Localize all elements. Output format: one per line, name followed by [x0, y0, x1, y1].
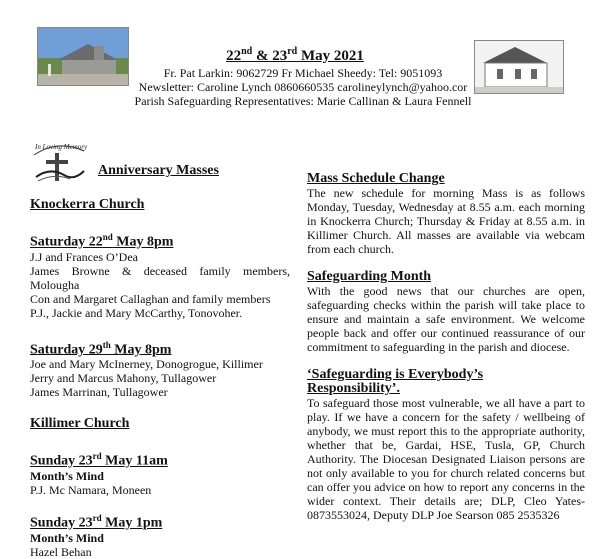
sat22-item: James Browne & deceased family members, Molougha — [30, 263, 290, 292]
memory-logo-text: In Loving Memory — [35, 143, 88, 151]
anniversary-masses-title: Anniversary Masses — [98, 163, 219, 178]
church-photo-killimer — [474, 40, 564, 94]
mass-schedule-title: Mass Schedule Change — [307, 171, 445, 186]
newsletter-date: 22nd & 23rd May 2021 — [226, 46, 364, 64]
safeguarding-month-text: With the good news that our churches are open, safeguarding checks within the parish will take place to ensure and maintain a safe environment. We welcome people back and offer our continued reassurance of our commitment to safeguarding in the parish and diocese. — [307, 284, 585, 354]
safeguarding-everybody-title: ‘Safeguarding is Everybody’s Responsibility’. — [307, 367, 484, 396]
header-safeguarding-reps: Parish Safeguarding Representatives: Marie Callinan & Laura Fennell — [134, 94, 472, 108]
safeguarding-month-title: Safeguarding Month — [307, 269, 432, 284]
sat22-item: P.J., Jackie and Mary McCarthy, Tonovoher. — [30, 305, 243, 320]
sat29-item: Joe and Mary McInerney, Donogrogue, Killimer — [30, 357, 263, 372]
months-mind-label: Month’s Mind — [30, 530, 104, 545]
in-loving-memory-logo — [30, 137, 88, 185]
sat22-item: Con and Margaret Callaghan and family members — [30, 291, 271, 306]
safeguarding-everybody-text: To safeguard those most vulnerable, we all have a part to play. If we have a concern for the safety / wellbeing of anybody, we must report this to the appropriate authority, whether that be, Gardai, HSE, Tusla, GP, Church Authority. The Diocesan Designated Liaison persons are not only available to you for church related concerns but can offer you advice on how to report any concerns in the wider context. Their details are; DLP, Cleo Yates-0873553024, Deputy DLP Joe Searson 085 2535326 — [307, 396, 585, 522]
sunday-11am-heading: Sunday 23rd May 11am — [30, 451, 168, 469]
sun11-item: P.J. Mc Namara, Moneen — [30, 482, 152, 497]
sat22-item: J.J and Frances O’Dea — [30, 249, 138, 264]
saturday-29-heading: Saturday 29th May 8pm — [30, 339, 172, 358]
sun1-item: Hazel Behan — [30, 544, 92, 559]
church-photo-knockerra — [37, 27, 129, 86]
header-contact-newsletter: Newsletter: Caroline Lynch 0860660535 carolineylynch@yahoo.cor — [138, 80, 468, 94]
sat29-item: James Marrinan, Tullagower — [30, 385, 168, 400]
months-mind-label: Month’s Mind — [30, 468, 104, 483]
saturday-22-heading: Saturday 22nd May 8pm — [30, 232, 174, 250]
mass-schedule-text: The new schedule for morning Mass is as follows Monday, Tuesday, Wednesday at 8.55 a.m. each morning in Knockerra Church; Thursday & Friday at 8.55 a.m. in Killimer Church. All masses are available via webcam from each church. — [307, 186, 585, 256]
sat29-item: Jerry and Marcus Mahony, Tullagower — [30, 371, 217, 386]
knockerra-church-title: Knockerra Church — [30, 197, 145, 212]
killimer-church-title: Killimer Church — [30, 416, 130, 432]
header-contact-priests: Fr. Pat Larkin: 9062729 Fr Michael Sheedy: Tel: 9051093 — [163, 66, 443, 80]
sunday-1pm-heading: Sunday 23rd May 1pm — [30, 512, 163, 531]
